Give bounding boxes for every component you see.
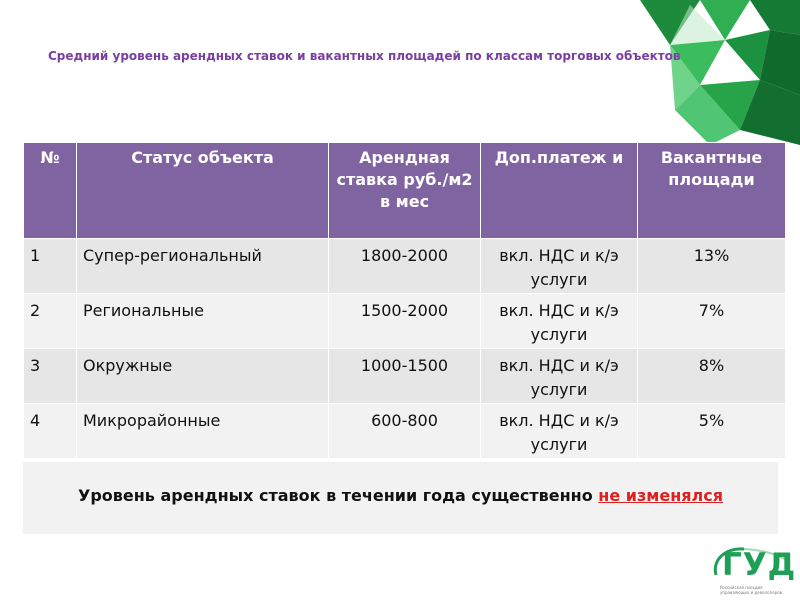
cell-vacant-areas: 13%	[638, 239, 786, 294]
table-row	[24, 349, 786, 404]
conclusion-box	[23, 462, 778, 534]
cell-additional-payments: вкл. НДС и к/э услуги	[481, 239, 638, 294]
header-object-status: Статус объекта	[77, 143, 329, 239]
cell-number: 3	[24, 349, 77, 404]
cell-rental-rate: 1800-2000	[329, 239, 481, 294]
header-rental-rate: Арендная ставка руб./м2 в мес	[329, 143, 481, 239]
cell-object-status: Микрорайонные	[77, 404, 329, 459]
cell-rental-rate: 600-800	[329, 404, 481, 459]
header-number: №	[24, 143, 77, 239]
slide-title: Средний уровень арендных ставок и вакантных площадей по классам торговых объектов	[48, 49, 681, 63]
cell-additional-payments: вкл. НДС и к/э услуги	[481, 349, 638, 404]
cell-additional-payments: вкл. НДС и к/э услуги	[481, 404, 638, 459]
header-additional-payments: Доп.платеж и	[481, 143, 638, 239]
cell-vacant-areas: 8%	[638, 349, 786, 404]
table-row	[24, 404, 786, 459]
cell-object-status: Супер-региональный	[77, 239, 329, 294]
cell-object-status: Окружные	[77, 349, 329, 404]
rental-rates-table	[23, 142, 786, 459]
cell-additional-payments: вкл. НДС и к/э услуги	[481, 294, 638, 349]
cell-vacant-areas: 5%	[638, 404, 786, 459]
cell-rental-rate: 1000-1500	[329, 349, 481, 404]
table-header-row	[24, 143, 786, 239]
cell-rental-rate: 1500-2000	[329, 294, 481, 349]
logo-caption: Российская гильдия управляющих и девелоперов	[720, 585, 783, 595]
conclusion-text: Уровень арендных ставок в течении года существенно	[77, 486, 599, 505]
table-row	[24, 239, 786, 294]
logo-text: ГУД	[722, 547, 797, 583]
table-row	[24, 294, 786, 349]
cell-number: 1	[24, 239, 77, 294]
header-vacant-areas: Вакантные площади	[638, 143, 786, 239]
cell-number: 4	[24, 404, 77, 459]
guild-logo	[710, 545, 797, 599]
cell-number: 2	[24, 294, 77, 349]
decorative-green-polygons	[630, 0, 800, 145]
conclusion-highlight: не изменялся	[598, 486, 723, 505]
cell-vacant-areas: 7%	[638, 294, 786, 349]
cell-object-status: Региональные	[77, 294, 329, 349]
